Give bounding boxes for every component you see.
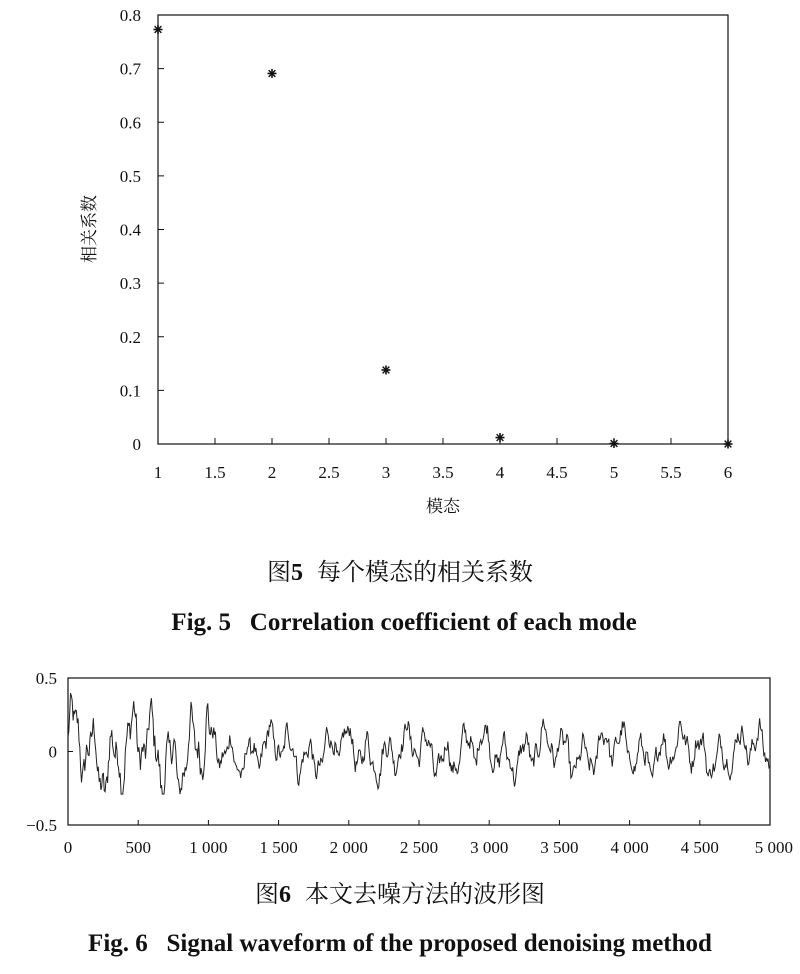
fig5-y-tick-label: 0.3 bbox=[119, 274, 141, 294]
fig5-caption-cn bbox=[267, 558, 533, 586]
fig6-waveform-line bbox=[68, 693, 770, 794]
fig5-x-tick-label: 6 bbox=[723, 463, 733, 482]
fig5-x-tick-label: 2.5 bbox=[318, 463, 340, 482]
fig6-caption-label: 图 bbox=[255, 880, 279, 908]
fig6-chart bbox=[26, 669, 793, 857]
fig6-x-tick-label: 2 500 bbox=[399, 838, 439, 857]
fig6-caption-en: Fig. 6 Signal waveform of the proposed denoising method bbox=[88, 930, 712, 957]
fig5-data-point bbox=[724, 440, 733, 449]
fig5-data-point bbox=[496, 433, 505, 442]
fig5-x-tick-label: 5 bbox=[609, 463, 619, 482]
fig6-caption-number: 6 bbox=[279, 882, 291, 908]
fig6-y-tick-label: −0.5 bbox=[26, 816, 57, 835]
fig5-y-axis-label: 相关系数 bbox=[80, 195, 100, 263]
fig6-x-tick-label: 1 000 bbox=[189, 838, 228, 857]
fig5-x-tick-label: 2 bbox=[267, 463, 277, 482]
fig5-y-axis bbox=[120, 6, 164, 454]
fig5-caption-label: 图 bbox=[267, 558, 291, 586]
fig6-x-tick-label: 4 500 bbox=[680, 838, 719, 857]
fig6-y-tick-label: 0 bbox=[48, 742, 57, 762]
fig5-series bbox=[154, 25, 733, 449]
fig5-y-tick-label: 0.4 bbox=[119, 220, 141, 240]
fig5-data-point bbox=[154, 25, 163, 34]
fig6-x-tick-label: 3 500 bbox=[540, 838, 579, 857]
fig5-y-tick-label: 0.6 bbox=[119, 113, 141, 133]
fig5-y-tick-label: 0.5 bbox=[119, 166, 141, 186]
fig5-x-tick-label: 1 bbox=[153, 463, 163, 482]
fig5-y-tick-label: 0.7 bbox=[119, 59, 141, 79]
fig6-caption bbox=[88, 880, 712, 957]
fig6-x-tick-label: 5 000 bbox=[754, 838, 793, 857]
fig5-data-point bbox=[268, 69, 277, 78]
fig5-caption-number: 5 bbox=[291, 560, 303, 586]
fig5-caption bbox=[171, 558, 636, 636]
fig5-x-tick-label: 3.5 bbox=[432, 463, 454, 482]
fig5-x-tick-label: 1.5 bbox=[204, 463, 226, 482]
fig5-plot-frame bbox=[158, 15, 728, 444]
fig6-y-axis bbox=[26, 669, 73, 835]
fig5-x-tick-label: 4.5 bbox=[546, 463, 568, 482]
fig6-y-tick-label: 0.5 bbox=[35, 669, 57, 688]
fig5-y-tick-label: 0.1 bbox=[119, 381, 141, 401]
fig5-x-axis-label: 模态 bbox=[426, 497, 460, 517]
fig5-x-tick-label: 5.5 bbox=[660, 463, 682, 482]
fig5-caption-text: 每个模态的相关系数 bbox=[317, 558, 533, 586]
fig5-y-tick-label: 0.2 bbox=[119, 327, 141, 347]
fig6-x-tick-label: 500 bbox=[125, 838, 151, 857]
fig6-x-tick-label: 1 500 bbox=[259, 838, 298, 857]
fig5-caption-en: Fig. 5 Correlation coefficient of each mode bbox=[171, 609, 637, 636]
fig6-x-tick-label: 0 bbox=[63, 838, 73, 857]
fig6-caption-cn bbox=[255, 880, 545, 908]
fig6-caption-text: 本文去噪方法的波形图 bbox=[305, 880, 545, 908]
fig6-x-tick-label: 4 000 bbox=[610, 838, 649, 857]
fig5-data-point bbox=[382, 365, 391, 374]
fig5-data-point bbox=[610, 439, 619, 448]
fig6-x-tick-label: 3 000 bbox=[470, 838, 509, 857]
fig5-chart bbox=[80, 6, 733, 517]
fig5-y-tick-label: 0.8 bbox=[119, 6, 141, 25]
fig5-x-tick-label: 3 bbox=[381, 463, 391, 482]
fig6-x-tick-label: 2 000 bbox=[329, 838, 368, 857]
fig5-x-tick-label: 4 bbox=[495, 463, 505, 482]
fig5-y-tick-label: 0 bbox=[132, 435, 141, 454]
